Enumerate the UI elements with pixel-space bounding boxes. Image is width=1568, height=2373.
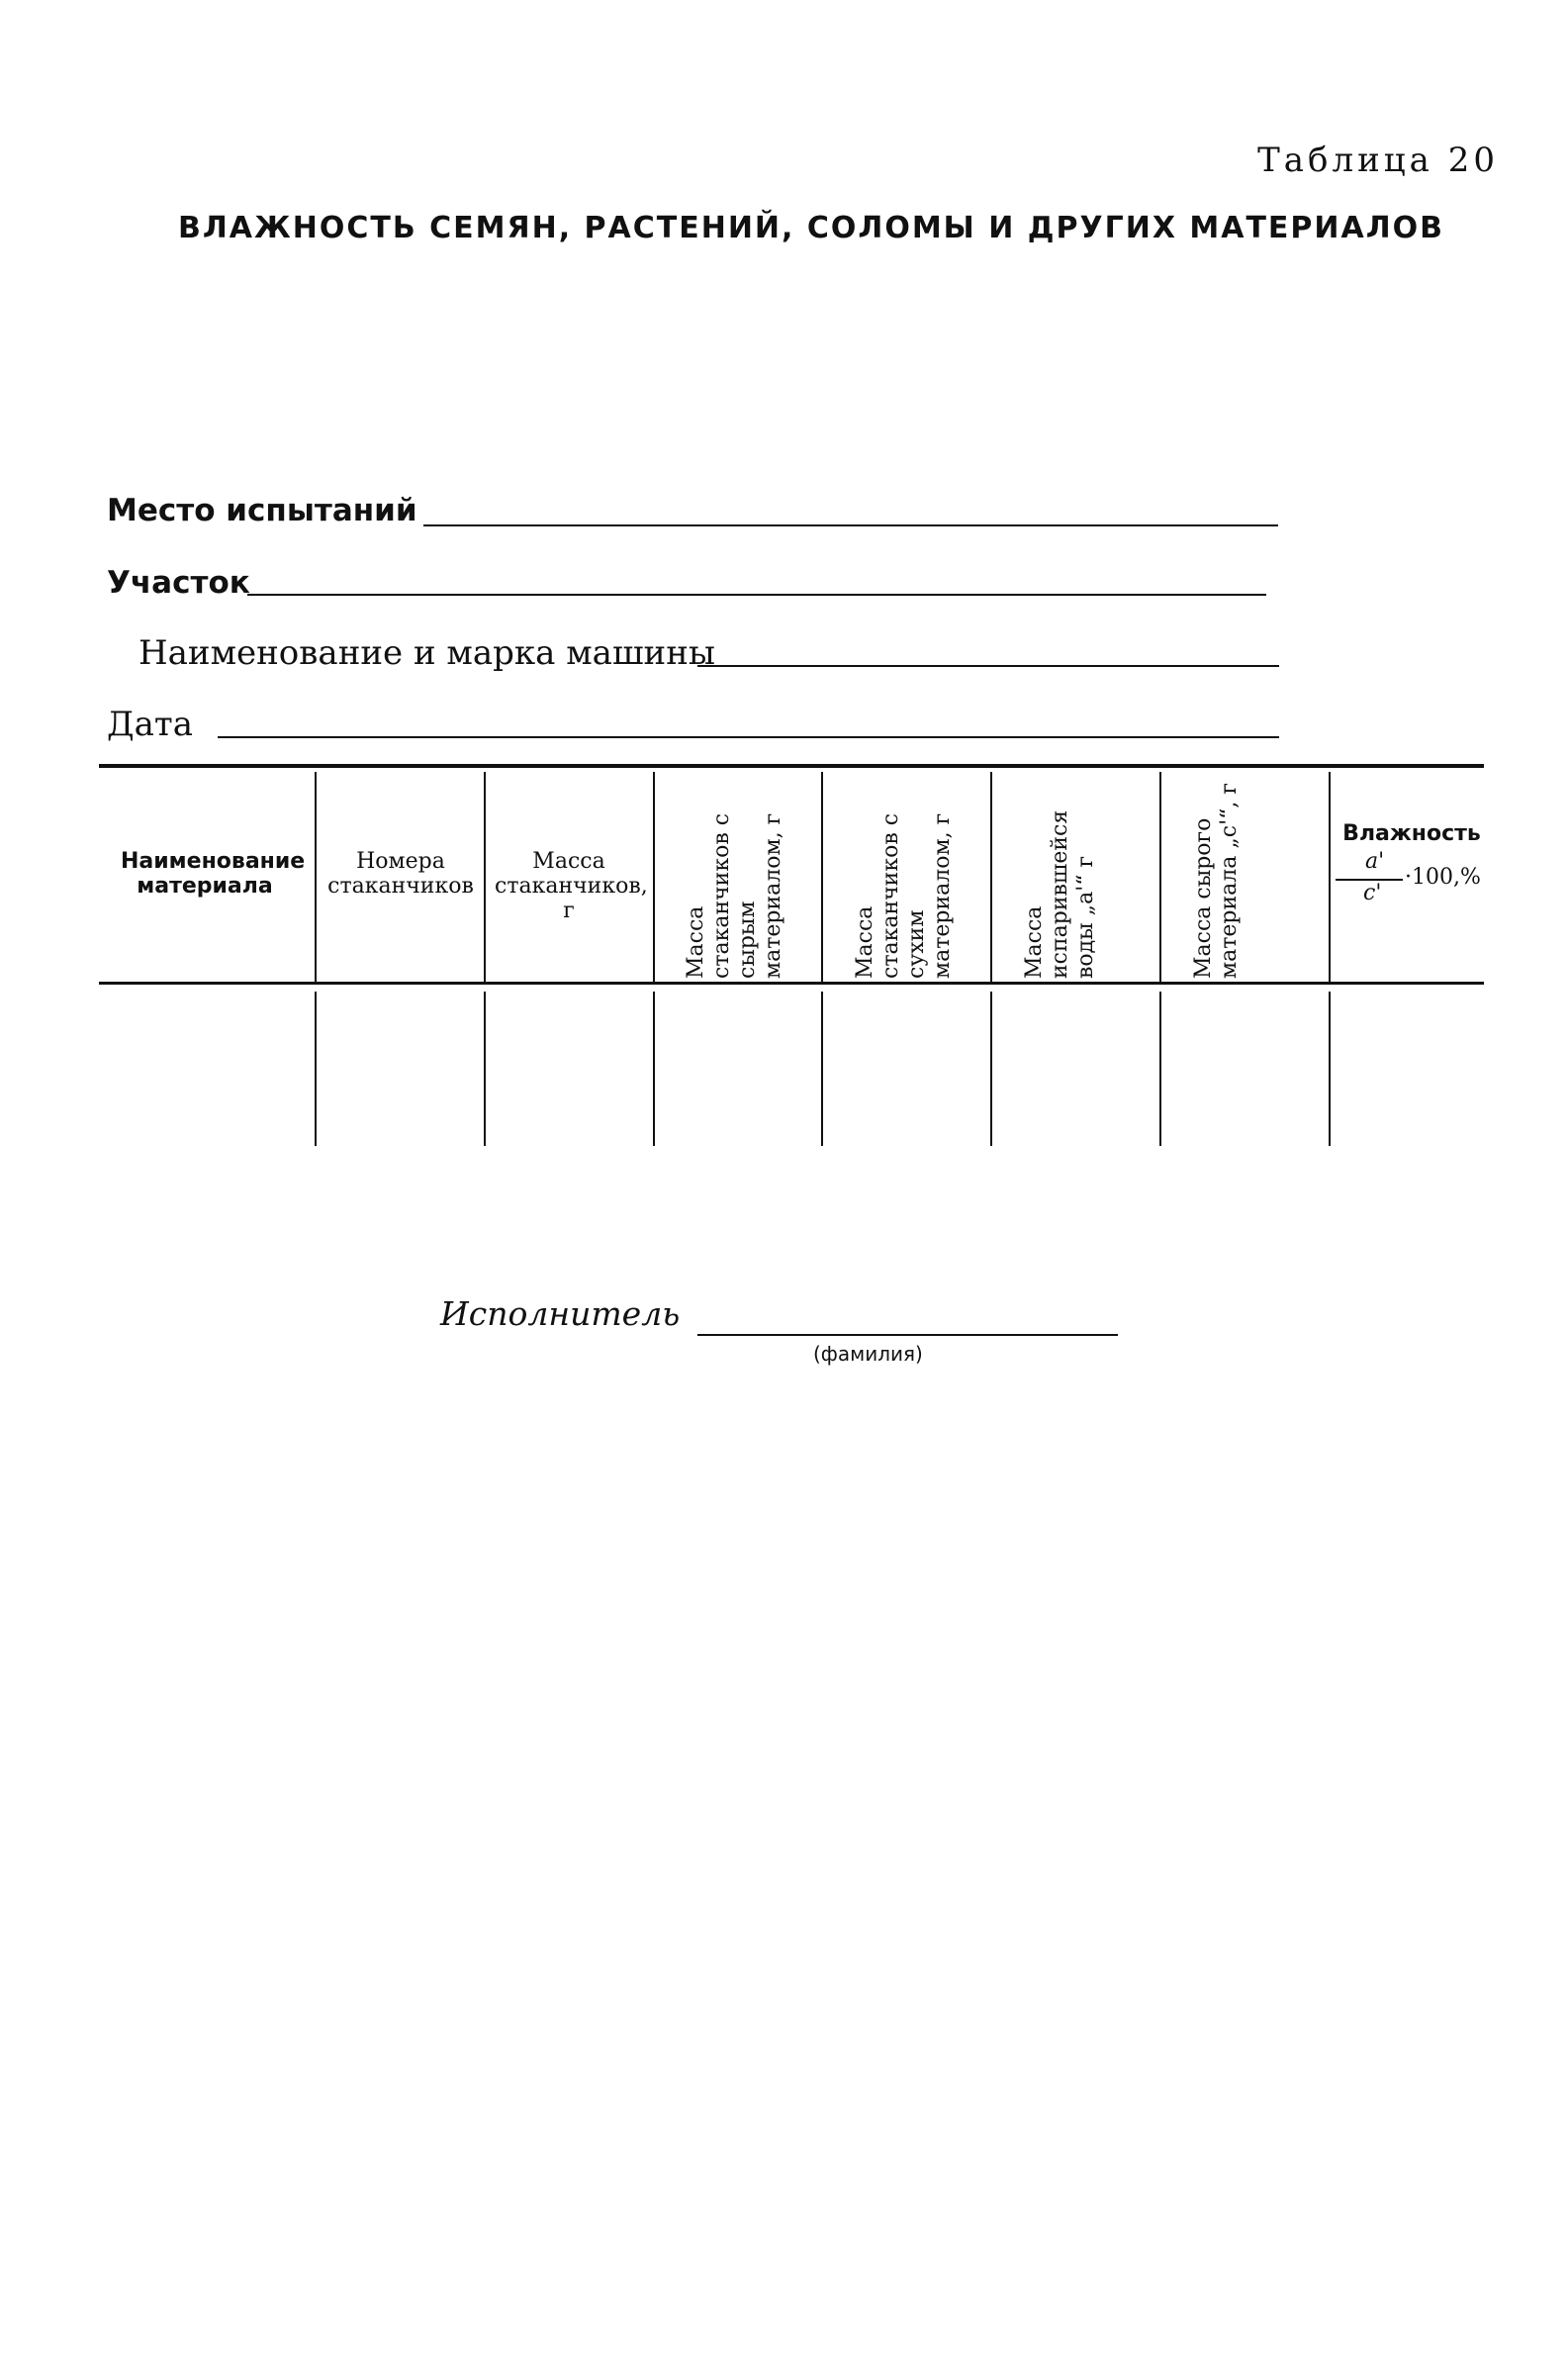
col-divider [653,772,655,982]
table-top-rule [99,764,1484,768]
machine-input-line[interactable] [697,665,1279,667]
col-header-raw-mass: Масса сырого материала „c'“, г [1191,783,1242,979]
col-divider [1159,992,1161,1146]
machine-label: Наименование и марка машины [138,633,715,673]
plot-label: Участок [107,565,250,601]
col-header-cup-dry-mass: Масса стаканчиков с сухим материалом, г [853,812,955,979]
col-divider [990,992,992,1146]
col-divider [484,992,486,1146]
place-label: Место испытаний [107,493,417,528]
signature-label: Исполнитель [440,1294,681,1333]
col-divider [821,992,823,1146]
col-divider [1159,772,1161,982]
col-divider [484,772,486,982]
col-divider [1329,992,1331,1146]
col-divider [990,772,992,982]
place-input-line[interactable] [423,524,1278,526]
col-divider [653,992,655,1146]
plot-input-line[interactable] [247,594,1266,596]
date-label: Дата [107,705,193,744]
col-header-material-name: Наименование материала [121,849,306,899]
col-header-cup-wet-mass: Масса стаканчиков с сырым материалом, г [684,812,785,979]
formula-numerator: a' [1365,849,1385,874]
col-header-cup-numbers: Номера стаканчиков [327,849,474,899]
col-divider [315,992,317,1146]
col-header-humidity: Влажность [1342,821,1481,846]
col-divider [1329,772,1331,982]
table-number: Таблица 20 [1257,141,1499,180]
document-title: ВЛАЖНОСТЬ СЕМЯН, РАСТЕНИЙ, СОЛОМЫ И ДРУГИХ МАТЕРИАЛОВ [178,211,1445,245]
col-divider [315,772,317,982]
col-divider [821,772,823,982]
date-input-line[interactable] [218,736,1279,738]
formula-multiplier: ·100,% [1405,865,1481,890]
signature-line[interactable] [697,1334,1118,1336]
col-header-cup-mass: Масса стаканчиков, г [495,849,648,923]
table-header-rule [99,982,1484,985]
col-header-evaporated-water: Масса испарившейся воды „a'“ г [1022,809,1098,979]
formula-denominator: c' [1363,881,1382,905]
signature-caption: (фамилия) [813,1342,923,1366]
